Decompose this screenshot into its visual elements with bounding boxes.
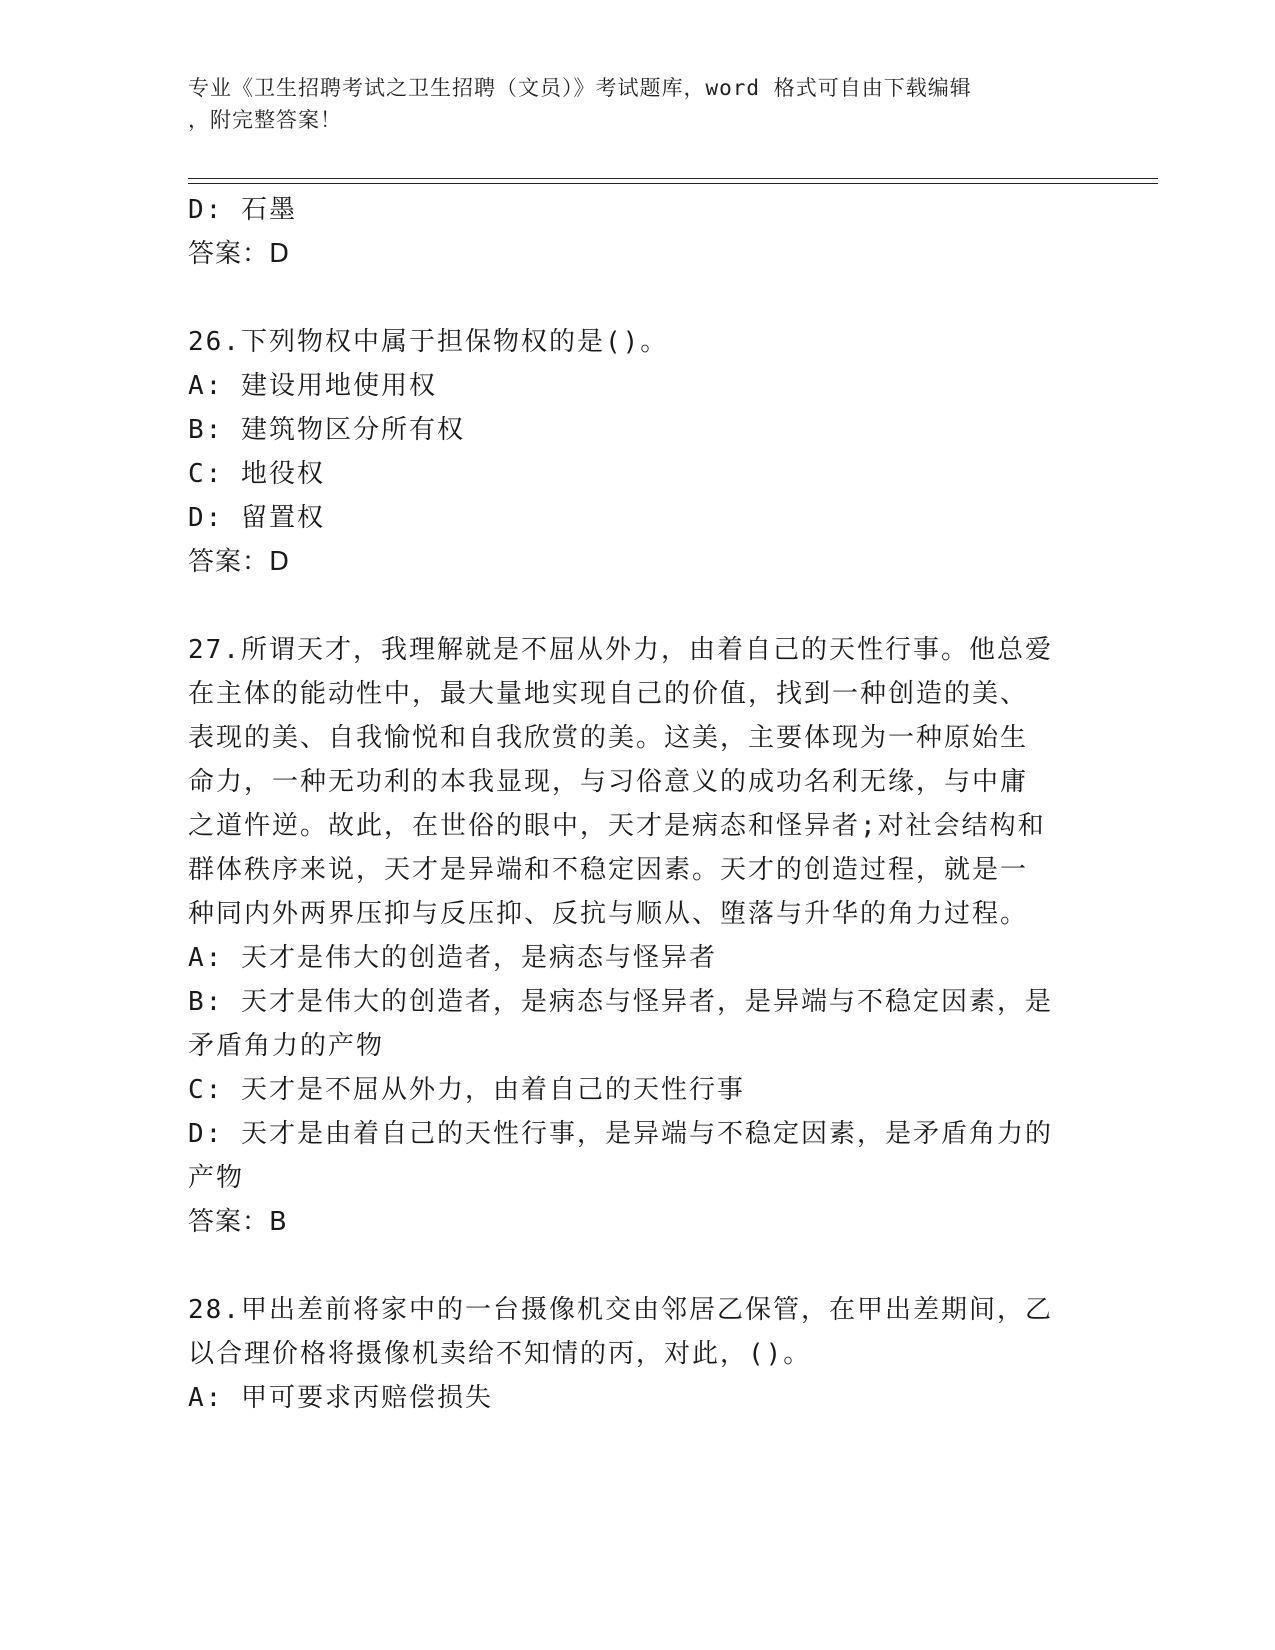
q27-stem-line: 命力，一种无功利的本我显现，与习俗意义的成功名利无缘，与中庸	[188, 767, 1029, 797]
header-divider-top	[188, 178, 1158, 179]
q28-option-a: A: 甲可要求丙赔偿损失	[188, 1383, 493, 1413]
q26-stem: 26.下列物权中属于担保物权的是()。	[188, 327, 669, 357]
q27-stem-line: 之道忤逆。故此，在世俗的眼中，天才是病态和怪异者;对社会结构和	[188, 811, 1046, 841]
q26-option-d: D: 留置权	[188, 503, 325, 533]
q27-option-b-line2: 矛盾角力的产物	[188, 1031, 385, 1061]
header-line-2: ，附完整答案！	[188, 108, 342, 132]
header-divider-bottom	[188, 183, 1158, 184]
q27-option-b-line1: B: 天才是伟大的创造者，是病态与怪异者，是异端与不稳定因素，是	[188, 987, 1053, 1017]
q27-option-c: C: 天才是不屈从外力，由着自己的天性行事	[188, 1075, 745, 1105]
page-header	[188, 72, 1088, 136]
q28-stem-line1: 28.甲出差前将家中的一台摄像机交由邻居乙保管，在甲出差期间，乙	[188, 1295, 1053, 1325]
q25-option-d: D: 石墨	[188, 195, 297, 225]
q27-answer: 答案：B	[188, 1207, 288, 1237]
q27-option-d-line1: D: 天才是由着自己的天性行事，是异端与不稳定因素，是矛盾角力的	[188, 1119, 1053, 1149]
q28-stem-line2: 以合理价格将摄像机卖给不知情的丙，对此，()。	[188, 1339, 812, 1369]
q26-answer: 答案：D	[188, 547, 291, 577]
q26-option-a: A: 建设用地使用权	[188, 371, 437, 401]
q26-option-c: C: 地役权	[188, 459, 325, 489]
header-line-1: 专业《卫生招聘考试之卫生招聘（文员）》考试题库，word 格式可自由下载编辑	[188, 76, 972, 100]
q27-stem-line: 在主体的能动性中，最大量地实现自己的价值，找到一种创造的美、	[188, 679, 1029, 709]
q27-stem-line: 种同内外两界压抑与反压抑、反抗与顺从、堕落与升华的角力过程。	[188, 899, 1029, 929]
q27-stem-line: 表现的美、自我愉悦和自我欣赏的美。这美，主要体现为一种原始生	[188, 723, 1029, 753]
q27-stem-line: 群体秩序来说，天才是异端和不稳定因素。天才的创造过程，就是一	[188, 855, 1029, 885]
q26-option-b: B: 建筑物区分所有权	[188, 415, 465, 445]
q27-option-d-line2: 产物	[188, 1163, 245, 1193]
q25-answer: 答案：D	[188, 239, 291, 269]
q27-stem-line: 27.所谓天才，我理解就是不屈从外力，由着自己的天性行事。他总爱	[188, 635, 1053, 665]
q27-option-a: A: 天才是伟大的创造者，是病态与怪异者	[188, 943, 717, 973]
